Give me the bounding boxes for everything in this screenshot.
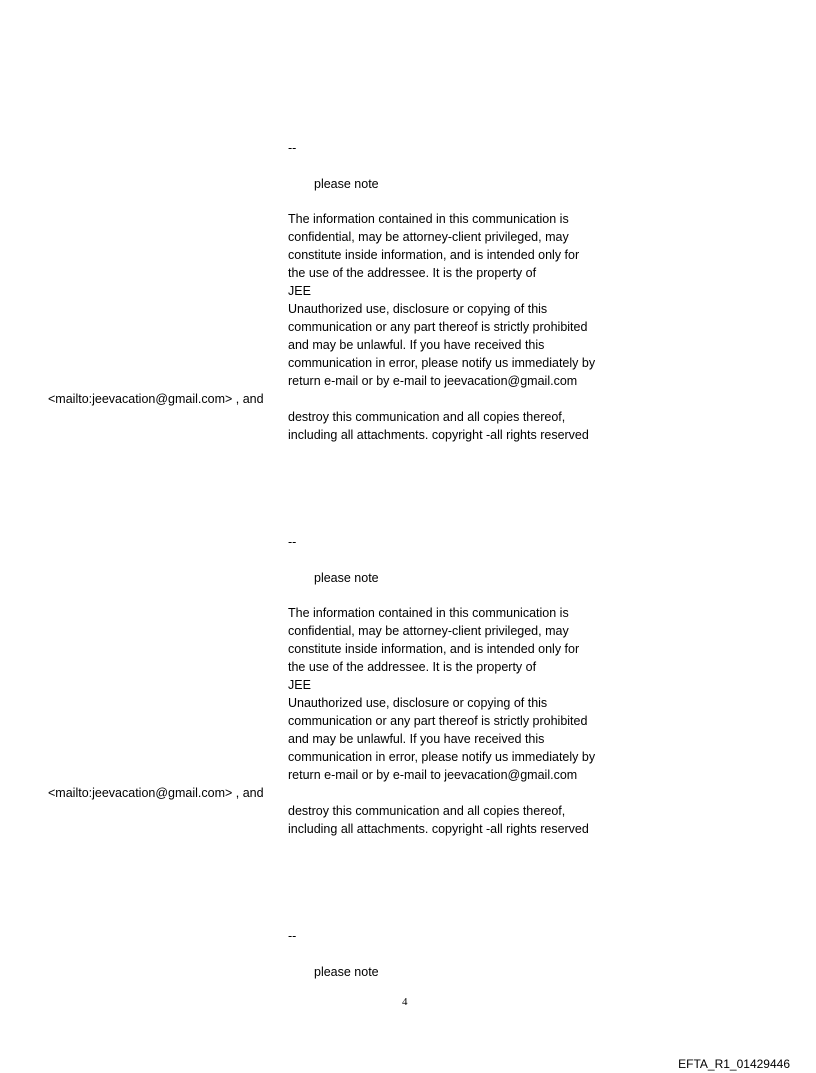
- paragraph-line: JEE: [288, 678, 311, 692]
- closing-paragraph: [288, 802, 638, 838]
- closing-paragraph: [288, 408, 638, 444]
- note-heading: please note: [314, 177, 379, 191]
- paragraph-line: Unauthorized use, disclosure or copying of this: [288, 302, 548, 316]
- paragraph-line: return e-mail or by e-mail to jeevacation@gmail.com: [288, 374, 578, 388]
- paragraph-line: confidential, may be attorney-client privileged, may: [288, 230, 569, 244]
- paragraph-line: confidential, may be attorney-client privileged, may: [288, 624, 569, 638]
- paragraph-line: constitute inside information, and is intended only for: [288, 248, 580, 262]
- paragraph-line: JEE: [288, 284, 311, 298]
- paragraph-line: The information contained in this communication is: [288, 212, 569, 226]
- separator-dash: --: [288, 141, 297, 155]
- paragraph-line: the use of the addressee. It is the property of: [288, 266, 537, 280]
- paragraph-line: communication in error, please notify us immediately by: [288, 750, 596, 764]
- page-number: 4: [402, 996, 408, 1008]
- document-id: EFTA_R1_01429446: [678, 1057, 790, 1071]
- separator-dash: --: [288, 535, 297, 549]
- paragraph-line: return e-mail or by e-mail to jeevacation@gmail.com: [288, 768, 578, 782]
- paragraph-line: communication in error, please notify us immediately by: [288, 356, 596, 370]
- paragraph-line: destroy this communication and all copies thereof,: [288, 410, 566, 424]
- paragraph-line: communication or any part thereof is strictly prohibited: [288, 714, 588, 728]
- paragraph-line: communication or any part thereof is strictly prohibited: [288, 320, 588, 334]
- paragraph-line: constitute inside information, and is intended only for: [288, 642, 580, 656]
- paragraph-line: destroy this communication and all copies thereof,: [288, 804, 566, 818]
- paragraph-line: The information contained in this communication is: [288, 606, 569, 620]
- mailto-link[interactable]: <mailto:jeevacation@gmail.com> , and: [48, 786, 264, 800]
- mailto-link[interactable]: <mailto:jeevacation@gmail.com> , and: [48, 392, 264, 406]
- paragraph-line: and may be unlawful. If you have received this: [288, 338, 545, 352]
- note-heading: please note: [314, 571, 379, 585]
- paragraph-line: the use of the addressee. It is the property of: [288, 660, 537, 674]
- paragraph-line: including all attachments. copyright -all rights reserved: [288, 822, 589, 836]
- note-heading: please note: [314, 965, 379, 979]
- disclaimer-paragraph: [288, 210, 638, 390]
- separator-dash: --: [288, 929, 297, 943]
- paragraph-line: including all attachments. copyright -all rights reserved: [288, 428, 589, 442]
- paragraph-line: and may be unlawful. If you have received this: [288, 732, 545, 746]
- paragraph-line: Unauthorized use, disclosure or copying of this: [288, 696, 548, 710]
- disclaimer-paragraph: [288, 604, 638, 784]
